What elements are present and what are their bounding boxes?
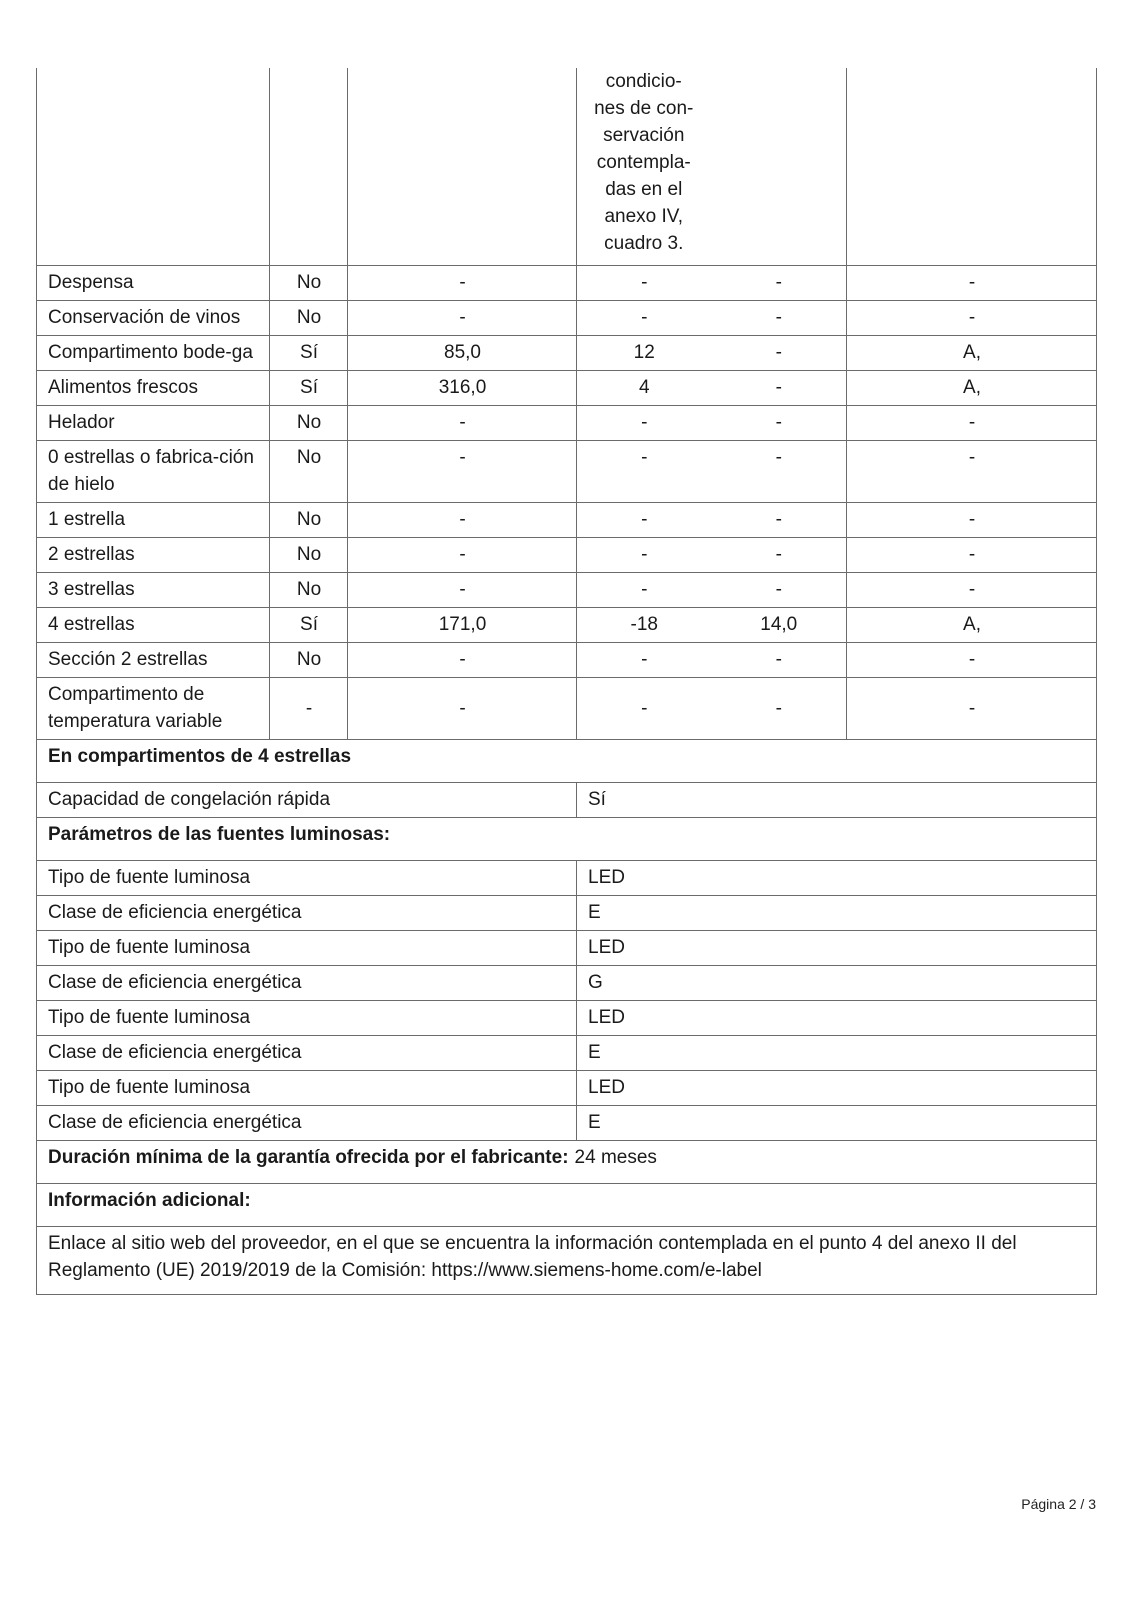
compartment-temperature: - <box>577 573 711 608</box>
compartment-temperature: - <box>577 441 711 503</box>
light-source-row <box>37 931 1097 966</box>
compartment-climate-class: - <box>847 538 1097 573</box>
compartment-present: No <box>270 573 348 608</box>
compartment-volume: - <box>348 678 577 740</box>
fast-freeze-label: Capacidad de congelación rápida <box>37 783 577 818</box>
four-star-heading: En compartimentos de 4 estrellas <box>37 740 1097 783</box>
compartment-present: Sí <box>270 608 348 643</box>
light-source-label: Clase de eficiencia energética <box>37 1036 577 1071</box>
compartment-volume: - <box>348 406 577 441</box>
compartment-name: Despensa <box>37 266 270 301</box>
compartment-temperature: 12 <box>577 336 711 371</box>
compartment-row <box>37 608 1097 643</box>
compartment-volume: - <box>348 503 577 538</box>
compartment-name: Alimentos frescos <box>37 371 270 406</box>
compartment-row <box>37 371 1097 406</box>
compartment-present: No <box>270 643 348 678</box>
compartment-row <box>37 678 1097 740</box>
warranty-label: Duración mínima de la garantía ofrecida por el fabricante: <box>48 1147 569 1168</box>
light-source-row <box>37 1036 1097 1071</box>
light-source-value: E <box>577 1036 1097 1071</box>
compartment-volume: - <box>348 441 577 503</box>
light-source-label: Tipo de fuente luminosa <box>37 861 577 896</box>
light-source-label: Clase de eficiencia energética <box>37 896 577 931</box>
light-source-label: Clase de eficiencia energética <box>37 966 577 1001</box>
compartment-volume: - <box>348 301 577 336</box>
light-source-value: E <box>577 896 1097 931</box>
continuation-line: nes de con- <box>594 98 694 119</box>
light-source-value: G <box>577 966 1097 1001</box>
compartment-row <box>37 573 1097 608</box>
compartment-row <box>37 538 1097 573</box>
compartment-row <box>37 441 1097 503</box>
compartment-temperature: - <box>577 643 711 678</box>
additional-text: Enlace al sitio web del proveedor, en el que se encuentra la información contemplada en el punto 4 del anexo II del Reglamento (UE) 2019/2019 de la Comisión: https://www.siemens-home.com/e-label <box>37 1227 1097 1295</box>
compartment-temperature: -18 <box>577 608 711 643</box>
compartment-row <box>37 301 1097 336</box>
compartment-climate-class: - <box>847 266 1097 301</box>
compartment-climate-class: - <box>847 678 1097 740</box>
light-source-value: LED <box>577 1071 1097 1106</box>
compartment-temperature: - <box>577 678 711 740</box>
continuation-line: contempla- <box>596 152 691 173</box>
compartment-row <box>37 643 1097 678</box>
compartment-present: No <box>270 266 348 301</box>
compartment-climate-class: - <box>847 503 1097 538</box>
warranty-value: 24 meses <box>574 1147 657 1168</box>
compartment-freezing-capacity: - <box>711 643 847 678</box>
continuation-row <box>37 68 1097 266</box>
continuation-text <box>577 68 711 266</box>
compartment-climate-class: A, <box>847 608 1097 643</box>
continuation-line: das en el <box>605 179 683 200</box>
compartment-row <box>37 406 1097 441</box>
page-number: Página 2 / 3 <box>1021 1496 1096 1512</box>
compartment-freezing-capacity: - <box>711 441 847 503</box>
light-source-value: LED <box>577 931 1097 966</box>
compartment-name: Compartimento de temperatura variable <box>37 678 270 740</box>
additional-heading-row <box>37 1184 1097 1227</box>
compartment-volume: - <box>348 643 577 678</box>
fast-freeze-row <box>37 783 1097 818</box>
compartment-temperature: 4 <box>577 371 711 406</box>
compartment-name: Compartimento bode-ga <box>37 336 270 371</box>
compartment-freezing-capacity: - <box>711 266 847 301</box>
compartment-volume: 171,0 <box>348 608 577 643</box>
light-source-row <box>37 966 1097 1001</box>
warranty-row <box>37 1141 1097 1184</box>
compartment-temperature: - <box>577 301 711 336</box>
light-source-value: E <box>577 1106 1097 1141</box>
compartment-freezing-capacity: - <box>711 678 847 740</box>
compartment-volume: - <box>348 573 577 608</box>
compartment-temperature: - <box>577 266 711 301</box>
light-source-row <box>37 896 1097 931</box>
light-source-value: LED <box>577 861 1097 896</box>
compartment-temperature: - <box>577 503 711 538</box>
compartment-climate-class: - <box>847 406 1097 441</box>
compartment-freezing-capacity: - <box>711 406 847 441</box>
compartment-freezing-capacity: - <box>711 301 847 336</box>
compartment-freezing-capacity: - <box>711 573 847 608</box>
compartment-row <box>37 266 1097 301</box>
compartment-volume: 316,0 <box>348 371 577 406</box>
four-star-heading-row <box>37 740 1097 783</box>
continuation-line: anexo IV, <box>604 206 684 227</box>
light-source-row <box>37 1106 1097 1141</box>
compartment-present: No <box>270 441 348 503</box>
compartment-climate-class: - <box>847 643 1097 678</box>
fast-freeze-value: Sí <box>577 783 1097 818</box>
light-source-label: Clase de eficiencia energética <box>37 1106 577 1141</box>
continuation-line: servación <box>603 125 685 146</box>
light-source-label: Tipo de fuente luminosa <box>37 931 577 966</box>
light-heading-row <box>37 818 1097 861</box>
compartment-name: 0 estrellas o fabrica-ción de hielo <box>37 441 270 503</box>
compartment-climate-class: - <box>847 441 1097 503</box>
compartment-present: Sí <box>270 371 348 406</box>
compartment-freezing-capacity: - <box>711 538 847 573</box>
compartment-volume: 85,0 <box>348 336 577 371</box>
document-page <box>36 68 1096 1295</box>
compartment-present: No <box>270 503 348 538</box>
compartment-name: 1 estrella <box>37 503 270 538</box>
light-source-row <box>37 1071 1097 1106</box>
compartment-climate-class: A, <box>847 371 1097 406</box>
compartment-present: No <box>270 301 348 336</box>
compartment-row <box>37 336 1097 371</box>
light-source-label: Tipo de fuente luminosa <box>37 1071 577 1106</box>
compartment-freezing-capacity: - <box>711 336 847 371</box>
compartment-temperature: - <box>577 538 711 573</box>
light-source-label: Tipo de fuente luminosa <box>37 1001 577 1036</box>
additional-heading: Información adicional: <box>37 1184 1097 1227</box>
compartment-freezing-capacity: 14,0 <box>711 608 847 643</box>
compartment-name: Helador <box>37 406 270 441</box>
compartment-table <box>36 68 1097 740</box>
compartment-row <box>37 503 1097 538</box>
compartment-volume: - <box>348 538 577 573</box>
compartment-name: 2 estrellas <box>37 538 270 573</box>
compartment-name: Sección 2 estrellas <box>37 643 270 678</box>
compartment-climate-class: - <box>847 301 1097 336</box>
light-source-row <box>37 1001 1097 1036</box>
compartment-present: No <box>270 406 348 441</box>
compartment-present: Sí <box>270 336 348 371</box>
compartment-present: No <box>270 538 348 573</box>
compartment-name: Conservación de vinos <box>37 301 270 336</box>
light-sources-heading: Parámetros de las fuentes luminosas: <box>37 818 1097 861</box>
light-source-row <box>37 861 1097 896</box>
continuation-line: condicio- <box>605 71 682 92</box>
compartment-present: - <box>270 678 348 740</box>
compartment-temperature: - <box>577 406 711 441</box>
additional-text-row <box>37 1227 1097 1295</box>
compartment-freezing-capacity: - <box>711 371 847 406</box>
light-source-value: LED <box>577 1001 1097 1036</box>
compartment-climate-class: - <box>847 573 1097 608</box>
compartment-name: 3 estrellas <box>37 573 270 608</box>
compartment-freezing-capacity: - <box>711 503 847 538</box>
compartment-climate-class: A, <box>847 336 1097 371</box>
compartment-name: 4 estrellas <box>37 608 270 643</box>
details-table <box>36 739 1097 1295</box>
compartment-volume: - <box>348 266 577 301</box>
continuation-line: cuadro 3. <box>604 233 684 254</box>
